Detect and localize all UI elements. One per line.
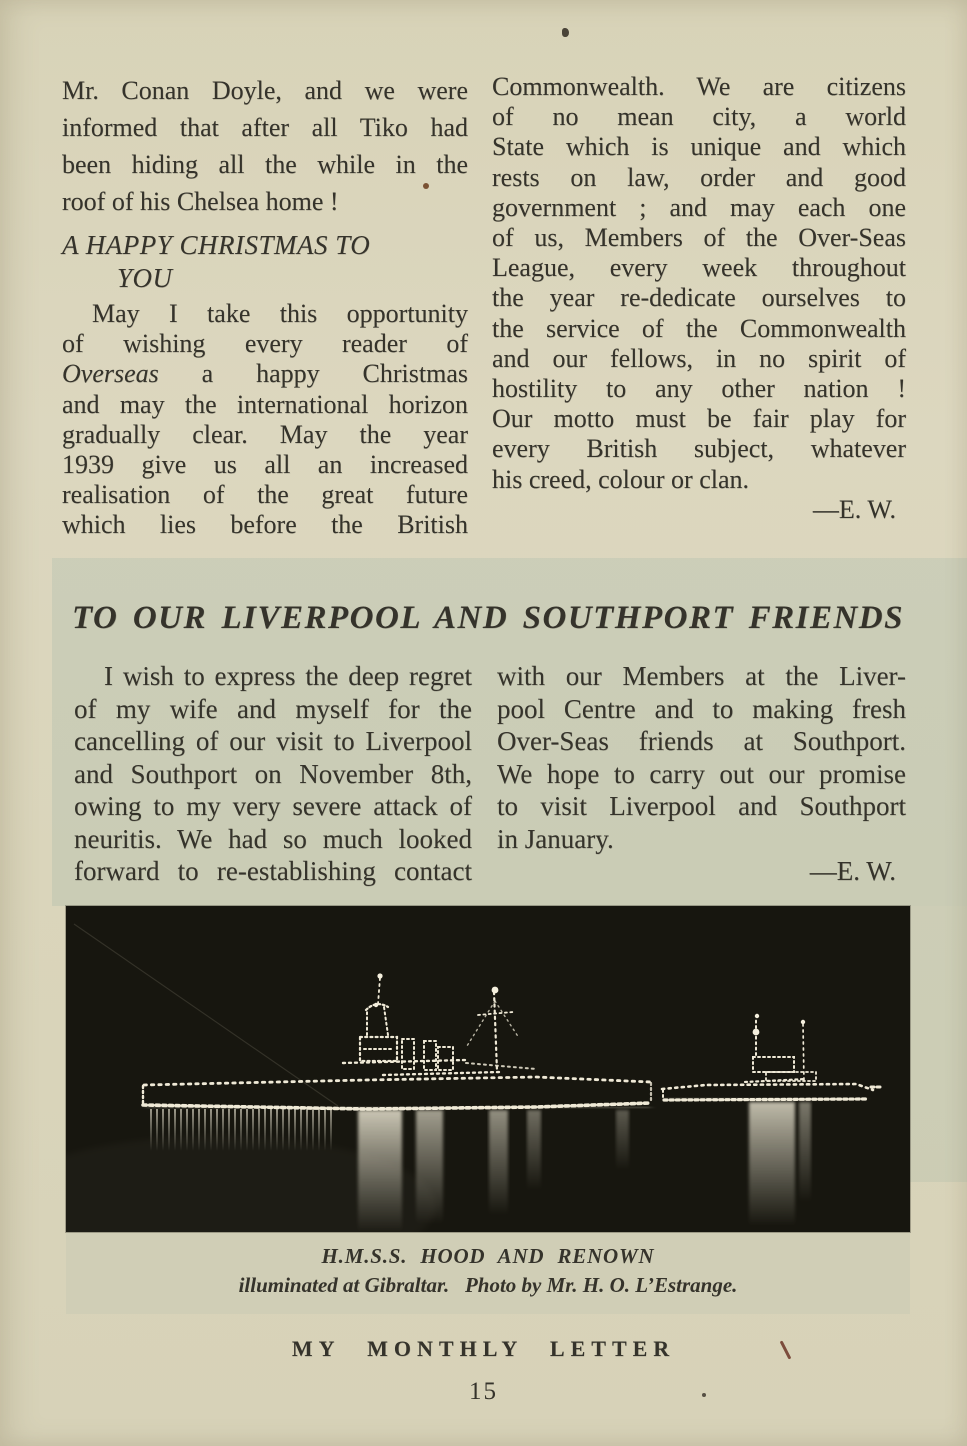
text-line: and our fellows, in no spirit of (492, 343, 906, 373)
happy-christmas-heading: A HAPPY CHRISTMAS TO YOU (62, 230, 371, 293)
text-line: I wish to express the deep regret (104, 661, 472, 691)
text-line: League, every week throughout (492, 253, 906, 283)
text-line: informed that after all Tiko had (62, 113, 468, 142)
text-line: the year re-dedicate ourselves to (492, 283, 906, 313)
ships-photo (66, 906, 910, 1232)
running-footer: MY MONTHLY LETTER (291, 1336, 676, 1361)
text-line: We hope to carry out our promise (497, 758, 906, 789)
text-line: which lies before the British (62, 510, 468, 540)
photo-caption (66, 1242, 910, 1300)
top-right-column (492, 72, 906, 525)
text-line: hostility to any other nation ! (492, 374, 906, 404)
text-line: and Southport on November 8th, (74, 758, 472, 789)
text-line: rests on law, order and good (492, 162, 906, 192)
text-line: State which is unique and which (492, 132, 906, 162)
overseas-magazine-title: Overseas (62, 359, 159, 389)
text-line: to visit Liverpool and Southport (497, 791, 906, 821)
text-line: in January. (497, 823, 614, 854)
scan-speck (702, 1393, 706, 1397)
text-line: gradually clear. May the year (62, 419, 468, 449)
caption-subtitle: illuminated at Gibraltar. Photo by Mr. H. O. L’Estrange. (238, 1273, 738, 1297)
liverpool-right-column (497, 660, 906, 888)
signature-ew: —E. W. (812, 494, 896, 524)
text-line: every British subject, whatever (492, 434, 906, 464)
scan-tint-right-margin (905, 906, 967, 1182)
text-line: of wishing every reader of (62, 329, 468, 359)
caption-title: H.M.S.S. HOOD AND RENOWN (321, 1244, 655, 1268)
scan-speck (423, 183, 429, 189)
text-line: realisation of the great future (62, 480, 468, 510)
scan-speck (562, 28, 569, 37)
text-line: and may the international horizon (62, 389, 468, 419)
text-line: of no mean city, a world (492, 102, 906, 132)
text-line: of my wife and myself for the (74, 693, 472, 724)
text-line: with our Members at the Liver- (497, 661, 906, 691)
paragraph-conan-doyle (62, 72, 468, 220)
top-left-column (62, 72, 468, 541)
text-line: cancelling of our visit to Liverpool (74, 726, 472, 756)
text-line: Commonwealth. We are citizens (492, 72, 906, 101)
signature-ew: —E. W. (809, 856, 896, 886)
text-line: Mr. Conan Doyle, and we were (62, 76, 468, 105)
liverpool-section-heading: TO OUR LIVERPOOL AND SOUTHPORT FRIENDS (72, 600, 904, 636)
liverpool-left-column (74, 660, 472, 888)
text-line: government ; and may each one (492, 192, 906, 222)
text-line: pool Centre and to making fresh (497, 693, 906, 724)
text-line: 1939 give us all an increased (62, 450, 468, 480)
text-line: forward to re-establishing contact (74, 856, 472, 886)
text-line: been hiding all the while in the (62, 150, 468, 179)
text-line: roof of his Chelsea home ! (62, 187, 339, 216)
illuminated-ships-illustration (66, 906, 910, 1232)
text-line: of us, Members of the Over-Seas (492, 223, 906, 253)
text-line: Over-Seas friends at Southport. (497, 726, 906, 756)
text-line: Our motto must be fair play for (492, 404, 906, 434)
paragraph-christmas-wishes (62, 299, 468, 541)
text-line: his creed, colour or clan. (492, 464, 750, 494)
page-number: 15 (469, 1378, 498, 1405)
text-line-with-italic: Overseas a happy Christmas (62, 359, 469, 389)
text-line: May I take this opportunity (92, 299, 468, 328)
text-line: owing to my very severe attack of (74, 791, 472, 821)
text-line: the service of the Commonwealth (492, 313, 906, 343)
text-line: neuritis. We had so much looked (74, 823, 472, 854)
